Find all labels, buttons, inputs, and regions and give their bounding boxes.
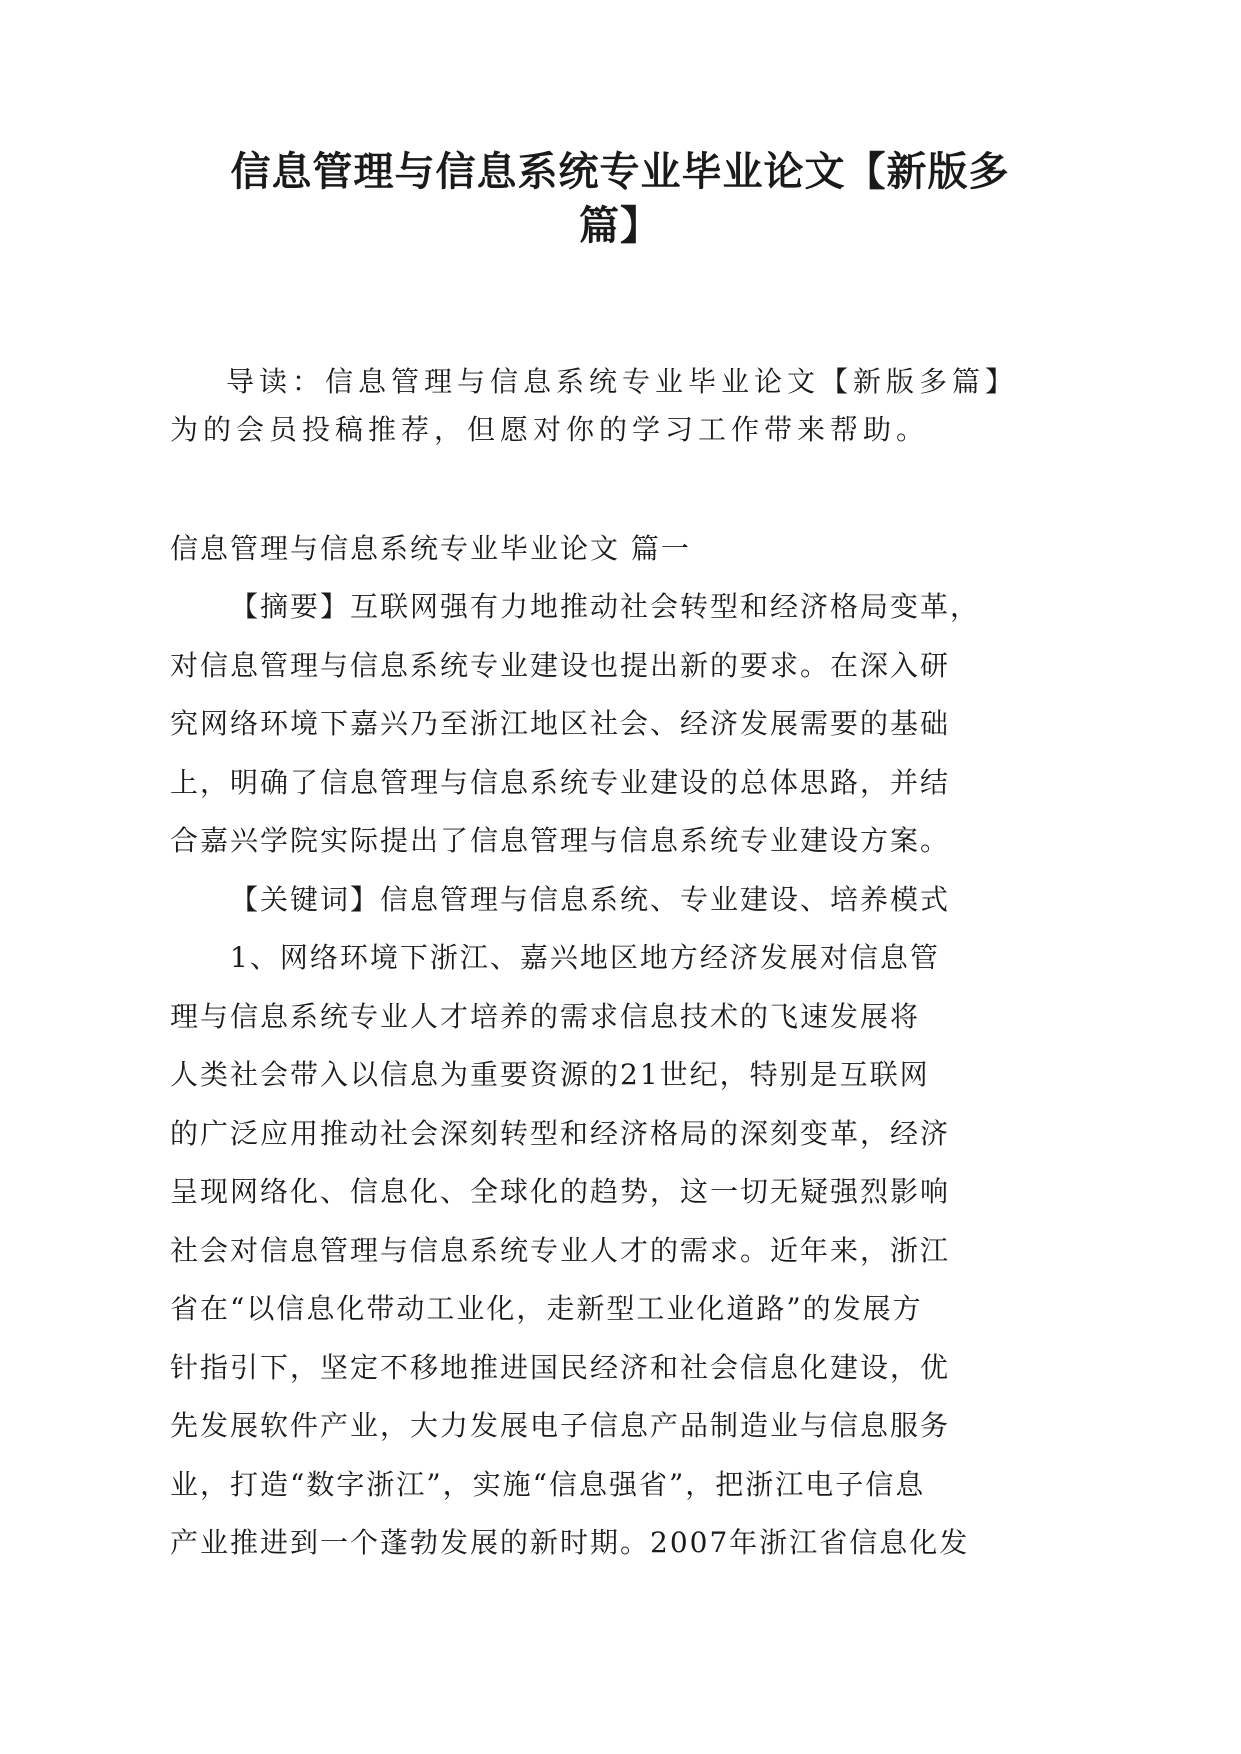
body-line-14: 针指引下，坚定不移地推进国民经济和社会信息化建设，优 <box>170 1350 951 1384</box>
document-title <box>170 145 1070 253</box>
body-line-11: 呈现网络化、信息化、全球化的趋势，这一切无疑强烈影响 <box>170 1175 951 1208</box>
body-line-7: 1、网络环境下浙江、嘉兴地区地方经济发展对信息管 <box>230 941 940 974</box>
body-line-12: 社会对信息管理与信息系统专业人才的需求。近年来，浙江 <box>170 1233 951 1267</box>
body-line-4: 上，明确了信息管理与信息系统专业建设的总体思路，并结 <box>170 765 951 799</box>
body-line-2: 对信息管理与信息系统专业建设也提出新的要求。在深入研 <box>170 648 951 682</box>
intro-line-2: 为的会员投稿推荐，但愿对你的学习工作带来帮助。 <box>170 413 930 446</box>
body-text <box>170 578 1090 1573</box>
body-line-13: 省在“以信息化带动工业化，走新型工业化道路”的发展方 <box>170 1292 923 1325</box>
body-line-5: 合嘉兴学院实际提出了信息管理与信息系统专业建设方案。 <box>170 824 951 857</box>
document-title-line-2: 篇】 <box>579 203 661 249</box>
body-line-17: 产业推进到一个蓬勃发展的新时期。2007年浙江省信息化发 <box>170 1526 970 1559</box>
body-line-10: 的广泛应用推动社会深刻转型和经济格局的深刻变革，经济 <box>170 1116 951 1150</box>
section-heading: 信息管理与信息系统专业毕业论文 篇一 <box>170 532 691 565</box>
body-line-1: 【摘要】互联网强有力地推动社会转型和经济格局变革， <box>230 590 981 623</box>
body-line-3: 究网络环境下嘉兴乃至浙江地区社会、经济发展需要的基础 <box>170 707 951 740</box>
body-line-15: 先发展软件产业，大力发展电子信息产品制造业与信息服务 <box>170 1409 951 1442</box>
body-line-16: 业，打造“数字浙江”，实施“信息强省”，把浙江电子信息 <box>170 1467 926 1501</box>
body-line-9: 人类社会带入以信息为重要资源的21世纪，特别是互联网 <box>170 1058 930 1091</box>
body-line-6: 【关键词】信息管理与信息系统、专业建设、培养模式 <box>230 882 951 916</box>
intro-paragraph <box>170 358 1070 454</box>
body-line-8: 理与信息系统专业人才培养的需求信息技术的飞速发展将 <box>170 999 921 1033</box>
intro-line-1: 导读：信息管理与信息系统专业毕业论文【新版多篇】 <box>226 365 1019 398</box>
document-title-line-1: 信息管理与信息系统专业毕业论文【新版多 <box>230 149 1010 195</box>
